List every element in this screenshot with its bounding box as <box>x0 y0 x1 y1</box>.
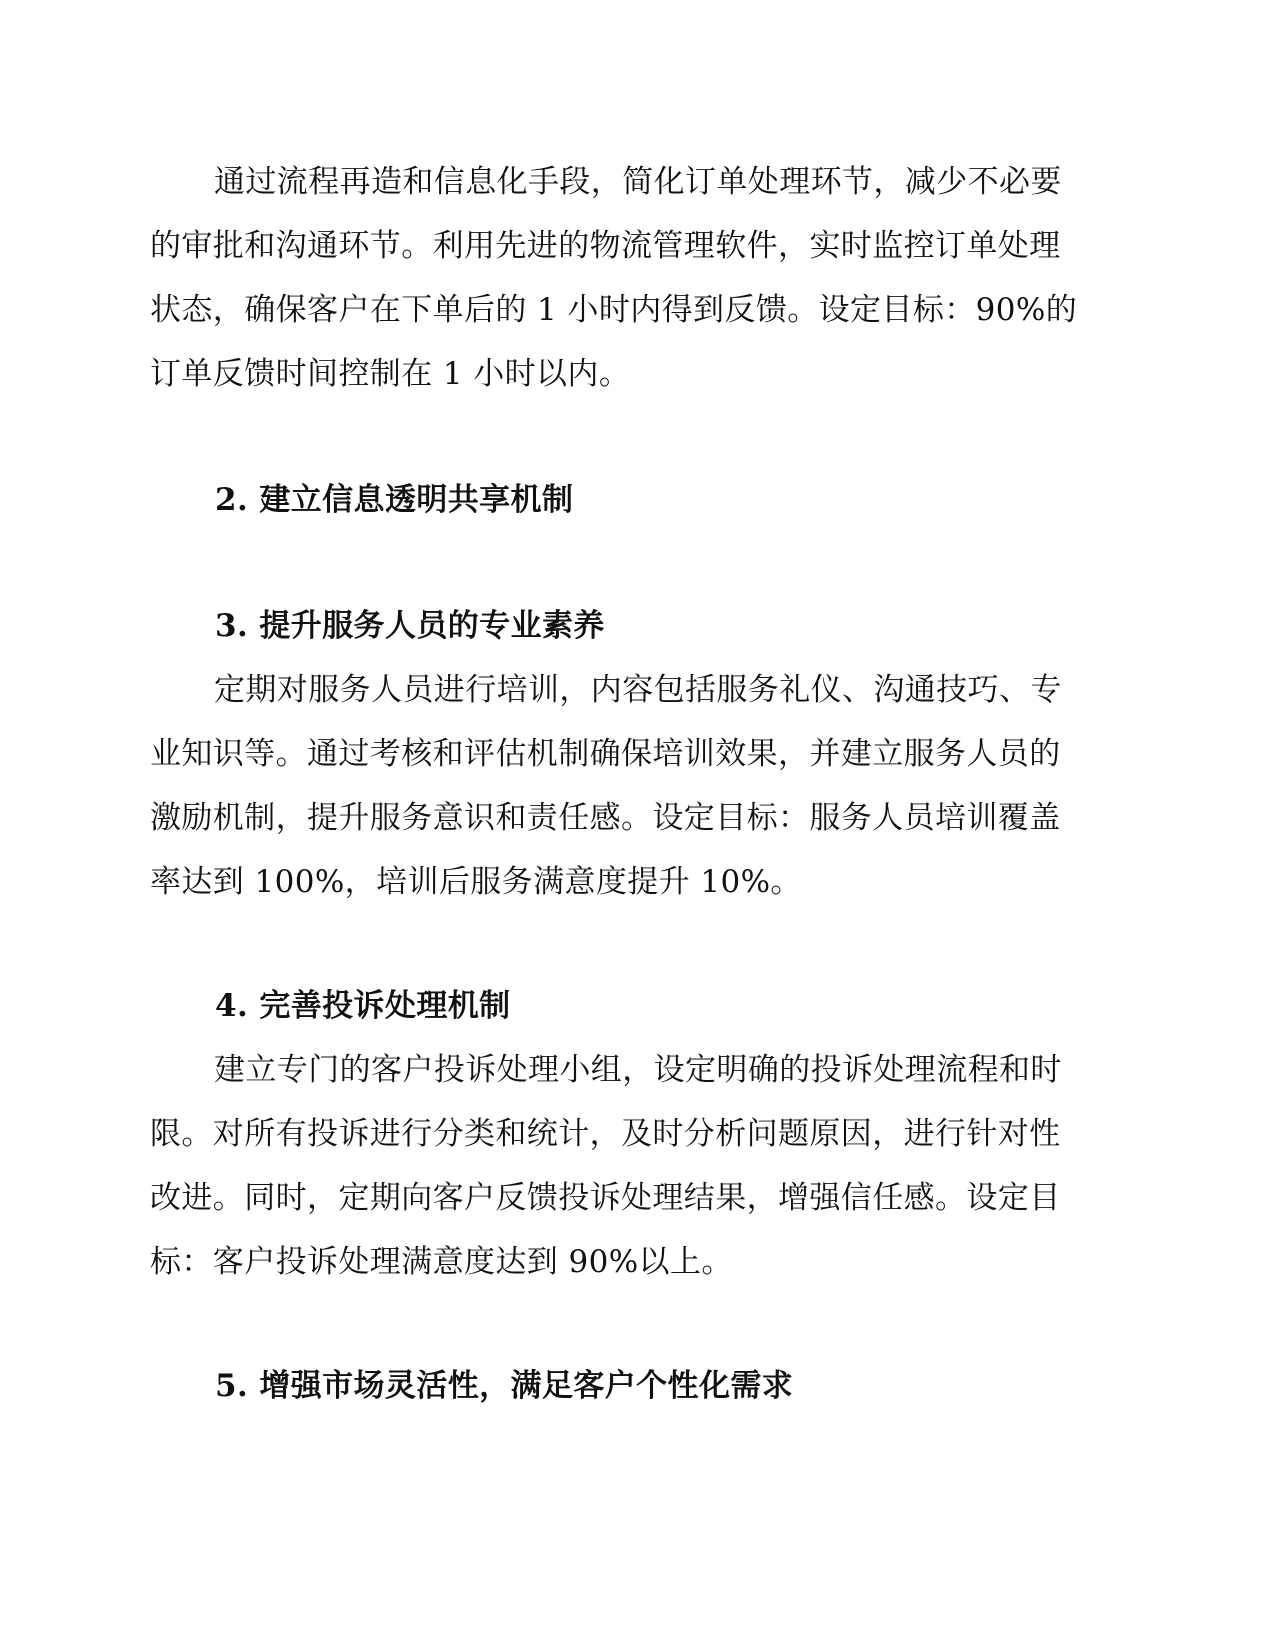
section-heading: 3. 提升服务人员的专业素养 <box>215 608 605 644</box>
section-heading: 4. 完善投诉处理机制 <box>215 988 511 1024</box>
paragraph-line: 订单反馈时间控制在 1 小时以内。 <box>150 356 631 392</box>
paragraph-line: 改进。同时，定期向客户反馈投诉处理结果，增强信任感。设定目 <box>150 1180 1061 1216</box>
paragraph-line: 建立专门的客户投诉处理小组，设定明确的投诉处理流程和时 <box>214 1052 1062 1088</box>
section-heading: 2. 建立信息透明共享机制 <box>215 482 574 518</box>
paragraph-line: 通过流程再造和信息化手段，简化订单处理环节，减少不必要 <box>214 164 1062 200</box>
paragraph-line: 率达到 100%，培训后服务满意度提升 10%。 <box>150 864 802 900</box>
paragraph-line: 状态，确保客户在下单后的 1 小时内得到反馈。设定目标：90%的 <box>150 292 1078 328</box>
paragraph-line: 激励机制，提升服务意识和责任感。设定目标：服务人员培训覆盖 <box>150 800 1061 836</box>
paragraph-line: 标：客户投诉处理满意度达到 90%以上。 <box>150 1244 733 1280</box>
section-heading: 5. 增强市场灵活性，满足客户个性化需求 <box>215 1368 794 1404</box>
paragraph-line: 定期对服务人员进行培训，内容包括服务礼仪、沟通技巧、专 <box>214 672 1062 708</box>
paragraph-line: 业知识等。通过考核和评估机制确保培训效果，并建立服务人员的 <box>150 736 1061 772</box>
paragraph-line: 限。对所有投诉进行分类和统计，及时分析问题原因，进行针对性 <box>150 1116 1061 1152</box>
paragraph-line: 的审批和沟通环节。利用先进的物流管理软件，实时监控订单处理 <box>150 228 1061 264</box>
